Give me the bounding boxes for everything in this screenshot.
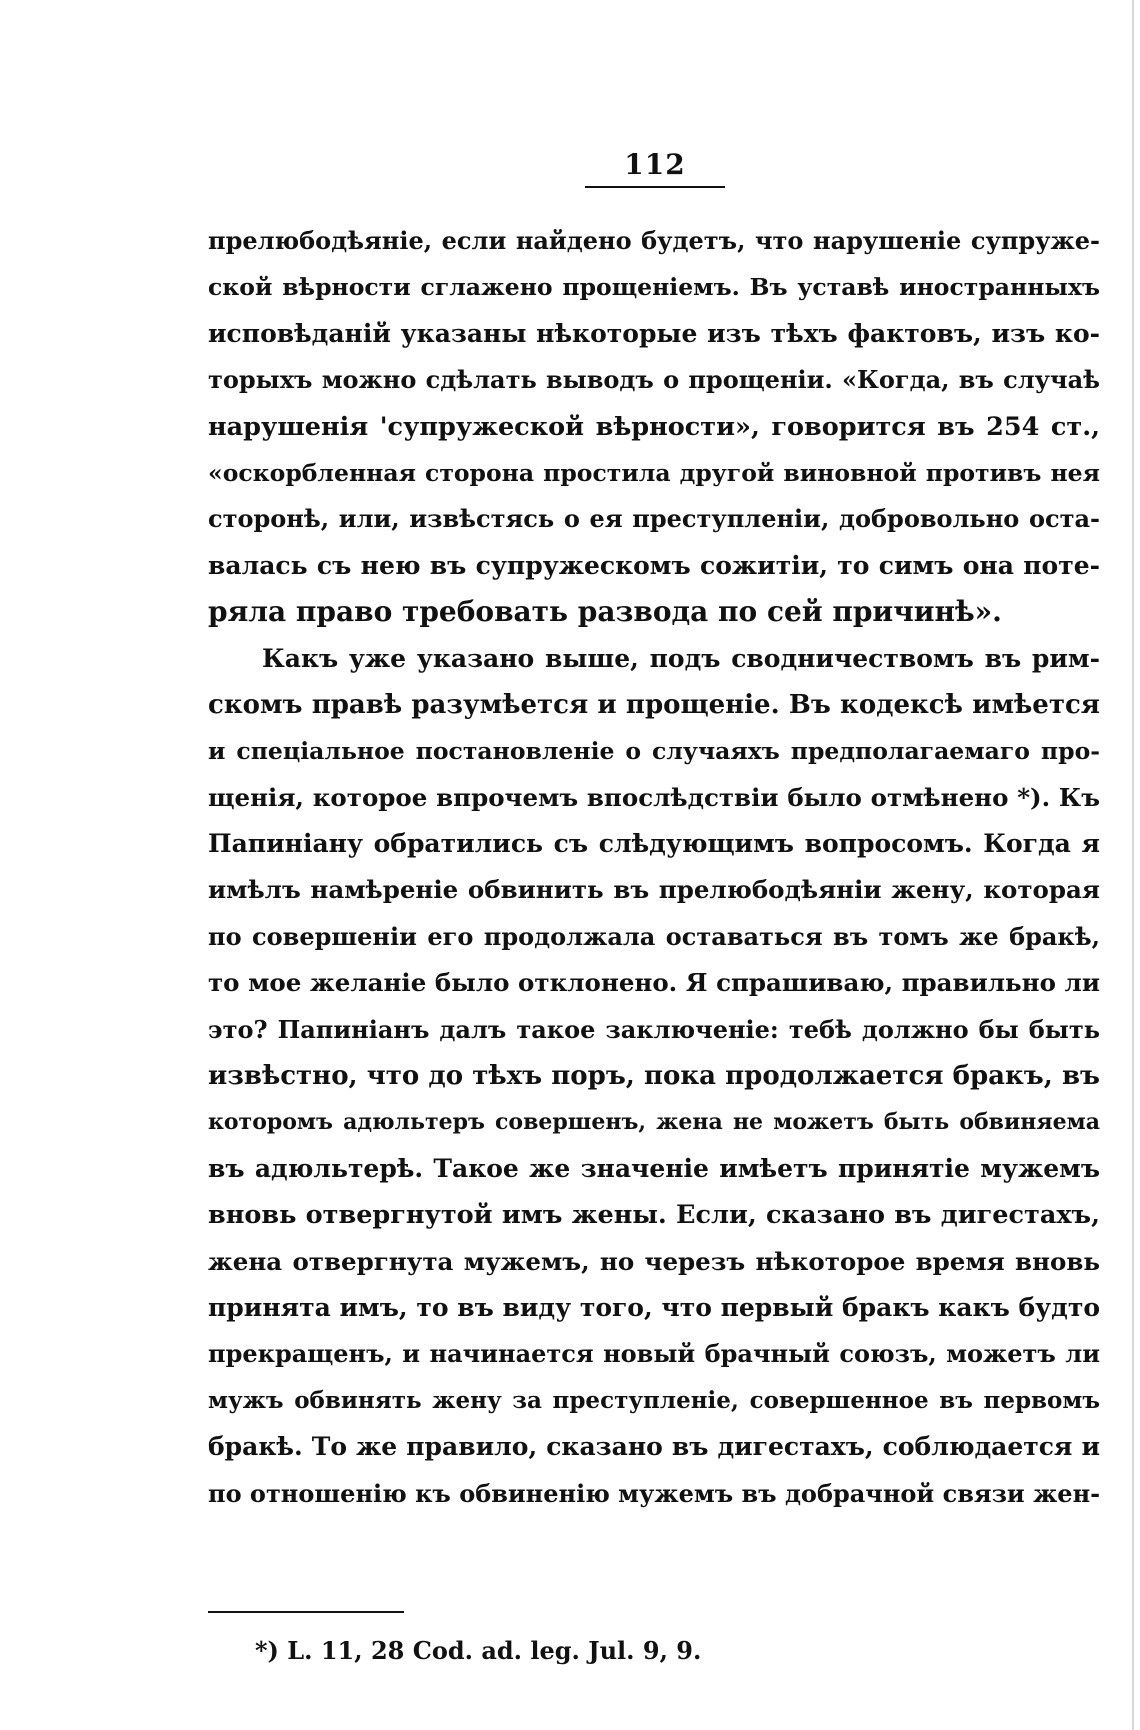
body-text	[208, 218, 1100, 1517]
text-line: жена отвергнута мужемъ, но черезъ нѣкоторое время вновь	[208, 1246, 1100, 1276]
text-line: то мое желаніе было отклонено. Я спрашиваю, правильно ли	[208, 968, 1100, 998]
text-line: Папиніану обратились съ слѣдующимъ вопросомъ. Когда я	[208, 829, 1100, 859]
text-line: нарушенія 'супружеской вѣрности», говорится въ 254 ст.,	[208, 411, 1100, 442]
page-edge-shadow	[1132, 0, 1134, 1730]
text-line: Какъ уже указано выше, подъ сводничествомъ въ рим-	[262, 643, 1100, 673]
text-line: прелюбодѣяніе, если найдено будетъ, что нарушеніе супруже-	[208, 226, 1100, 255]
text-line: «оскорбленная сторона простила другой виновной противъ нея	[208, 458, 1100, 487]
text-line: сторонѣ, или, извѣстясь о ея преступленіи, добровольно оста-	[208, 504, 1100, 534]
text-line: по совершеніи его продолжала оставаться въ томъ же бракѣ,	[208, 921, 1100, 951]
text-line: ской вѣрности сглажено прощеніемъ. Въ уставѣ иностранныхъ	[208, 273, 1100, 302]
text-line: скомъ правѣ разумѣется и прощеніе. Въ кодексѣ имѣется	[208, 689, 1100, 720]
text-line: которомъ адюльтеръ совершенъ, жена не можетъ быть обвиняема	[208, 1109, 1100, 1136]
text-line: это? Папиніанъ далъ такое заключеніе: тебѣ должно бы быть	[208, 1014, 1100, 1044]
text-line: торыхъ можно сдѣлать выводъ о прощеніи. «Когда, въ случаѣ	[208, 365, 1100, 395]
page-number-underline	[585, 186, 725, 188]
footnote: *) L. 11, 28 Cod. ad. leg. Jul. 9, 9.	[255, 1636, 702, 1665]
text-line: исповѣданій указаны нѣкоторые изъ тѣхъ фактовъ, изъ ко-	[208, 318, 1100, 348]
text-line: бракѣ. То же правило, сказано въ дигестахъ, соблюдается и	[208, 1432, 1100, 1462]
text-line: въ адюльтерѣ. Такое же значеніе имѣетъ принятіе мужемъ	[208, 1153, 1100, 1183]
text-line: и спеціальное постановленіе о случаяхъ предполагаемаго про-	[208, 737, 1100, 766]
text-line: по отношенію къ обвиненію мужемъ въ добрачной связи жен-	[208, 1478, 1100, 1508]
page-number: 112	[624, 148, 686, 181]
text-line: извѣстно, что до тѣхъ поръ, пока продолжается бракъ, въ	[208, 1061, 1100, 1092]
text-line: имѣлъ намѣреніе обвинить въ прелюбодѣяніи жену, которая	[208, 875, 1100, 905]
text-line: валась съ нею въ супружескомъ сожитіи, то симъ она поте-	[208, 550, 1100, 580]
text-line: ряла право требовать развода по сей причинѣ».	[208, 595, 1002, 629]
text-line: прекращенъ, и начинается новый брачный союзъ, можетъ ли	[208, 1339, 1100, 1369]
text-line: щенія, которое впрочемъ впослѣдствіи было отмѣнено *). Къ	[208, 782, 1100, 812]
text-line: вновь отвергнутой имъ жены. Если, сказано въ дигестахъ,	[208, 1200, 1100, 1231]
footnote-rule	[208, 1611, 404, 1613]
text-line: принята имъ, то въ виду того, что первый бракъ какъ будто	[208, 1292, 1100, 1322]
text-line: мужъ обвинять жену за преступленіе, совершенное въ первомъ	[208, 1386, 1100, 1414]
